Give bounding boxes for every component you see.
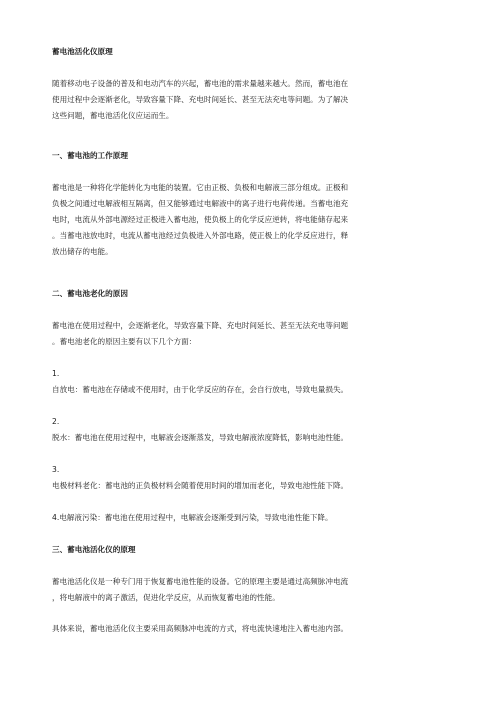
- list-item-3-text: 电极材料老化：蓄电池的正负极材料会随着使用时间的增加而老化，导致电池性能下降。: [52, 481, 349, 490]
- list-item-2-text: 脱水：蓄电池在使用过程中，电解液会逐渐蒸发，导致电解液浓度降低，影响电池性能。: [52, 433, 349, 442]
- section2-paragraph: [52, 318, 450, 350]
- list-item-1-number: 1.: [52, 369, 60, 378]
- list-item-4-text: 4.电解液污染：蓄电池在使用过程中，电解液会逐渐受到污染，导致电池性能下降。: [52, 513, 333, 522]
- list-item-1-text: 自放电：蓄电池在存储或不使用时，由于化学反应的存在，会自行放电，导致电量损失。: [52, 385, 349, 394]
- intro-line: 使用过程中会逐渐老化，导致容量下降、充电时间延长、甚至无法充电等问题。为了解决: [52, 95, 349, 104]
- section3-line: ，将电解液中的离子激活，促进化学反应，从而恢复蓄电池的性能。: [52, 593, 280, 602]
- section3-line: 蓄电池活化仪是一种专门用于恢复蓄电池性能的设备。它的原理主要是通过高频脉冲电流: [52, 577, 349, 586]
- section-heading-2: 二、蓄电池老化的原因: [52, 289, 128, 298]
- section2-line: 蓄电池在使用过程中，会逐渐老化，导致容量下降、充电时间延长、甚至无法充电等问题: [52, 321, 349, 330]
- section-heading-1: 一、蓄电池的工作原理: [52, 151, 128, 160]
- section3-paragraph: [52, 574, 450, 606]
- list-item-3-number: 3.: [52, 465, 60, 474]
- section1-paragraph: [52, 180, 450, 260]
- section2-line: 。蓄电池老化的原因主要有以下几个方面：: [52, 337, 197, 346]
- section1-line: 电时，电流从外部电源经过正极进入蓄电池，使负极上的化学反应逆转，将电能储存起来: [52, 215, 349, 224]
- intro-paragraph: [52, 76, 450, 124]
- section1-line: 负极之间通过电解液相互隔离，但又能够通过电解液中的离子进行电荷传递。当蓄电池充: [52, 199, 349, 208]
- section3-paragraph-2: 具体来说，蓄电池活化仪主要采用高频脉冲电流的方式，将电流快速地注入蓄电池内部。: [52, 624, 349, 633]
- intro-line: 这些问题，蓄电池活化仪应运而生。: [52, 111, 174, 120]
- intro-line: 随着移动电子设备的普及和电动汽车的兴起，蓄电池的需求量越来越大。然而，蓄电池在: [52, 79, 349, 88]
- list-item-2-number: 2.: [52, 417, 60, 426]
- section-heading-3: 三、蓄电池活化仪的原理: [52, 545, 136, 554]
- document-title: 蓄电池活化仪原理: [52, 47, 113, 56]
- section1-line: 。当蓄电池放电时，电流从蓄电池经过负极进入外部电路，使正极上的化学反应进行，释: [52, 231, 349, 240]
- section1-line: 蓄电池是一种将化学能转化为电能的装置。它由正极、负极和电解液三部分组成。正极和: [52, 183, 349, 192]
- section1-line: 放出储存的电能。: [52, 247, 113, 256]
